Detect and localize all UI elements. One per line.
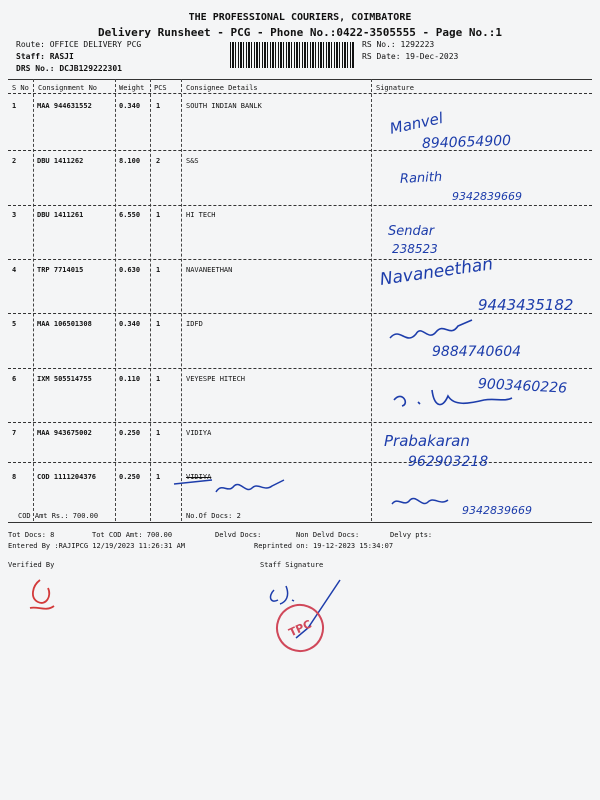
total-docs: Tot Docs: 8 (8, 531, 55, 539)
row-consignment: DBU 1411262 (37, 157, 84, 165)
col-divider (181, 79, 182, 521)
company-title: THE PROFESSIONAL COURIERS, COIMBATORE (188, 12, 412, 23)
staff-label: Staff: RASJI (16, 52, 74, 61)
row-sno: 5 (12, 320, 17, 328)
row-pcs: 1 (156, 102, 161, 110)
row-sno: 2 (12, 157, 17, 165)
drs-label: DRS No.: DCJB129222301 (16, 64, 122, 73)
row-consignment: COD 1111204376 (37, 473, 97, 481)
col-divider (150, 79, 151, 521)
row-weight: 0.340 (119, 320, 141, 328)
col-header-sno: S No (12, 84, 29, 92)
non-delivered-docs: Non Delvd Docs: (296, 531, 360, 539)
row-weight: 6.550 (119, 211, 141, 219)
col-header-weight: Weight (119, 84, 145, 92)
entered-by: Entered By :RAJIPCG 12/19/2023 11:26:31 AM (8, 542, 186, 550)
handwritten-phone: 9342839669 (452, 190, 522, 203)
row-consignment: MAA 943675002 (37, 429, 92, 437)
row-sno: 3 (12, 211, 17, 219)
row-rule (8, 422, 592, 423)
verified-by-label: Verified By (8, 561, 55, 569)
handwritten-phone: 9884740604 (432, 344, 522, 360)
col-header-pcs: PCS (154, 84, 167, 92)
col-divider (115, 79, 116, 521)
barcode (230, 42, 354, 68)
row-weight: 0.630 (119, 266, 141, 274)
row-consignee: IDFD (186, 320, 203, 328)
handwritten-name: Manvel (388, 108, 445, 138)
verified-signature (24, 576, 64, 616)
row-pcs: 1 (156, 320, 161, 328)
handwritten-phone: 9342839669 (462, 504, 532, 517)
row-rule (8, 259, 592, 260)
row-consignee: HI TECH (186, 211, 216, 219)
row-consignment: MAA 106501308 (37, 320, 92, 328)
row-pcs: 1 (156, 211, 161, 219)
row-consignee: SOUTH INDIAN BANLK (186, 102, 262, 110)
handwritten-phone: 238523 (392, 242, 438, 256)
row-consignment: TRP 7714015 (37, 266, 84, 274)
row-pcs: 1 (156, 375, 161, 383)
cod-amount: COD Amt Rs.: 700.00 (18, 512, 99, 520)
handwritten-phone: 9443435182 (478, 296, 574, 314)
row-sno: 7 (12, 429, 17, 437)
col-header-signature: Signature (376, 84, 414, 92)
row-consignee: VIDIYA (186, 429, 212, 437)
table-bottom-rule (8, 522, 592, 523)
row-pcs: 1 (156, 266, 161, 274)
handwritten-name: Ranith (399, 169, 443, 187)
row-pcs: 1 (156, 473, 161, 481)
handwritten-tamil-signature (388, 490, 458, 514)
row-rule (8, 150, 592, 151)
col-header-consignment: Consignment No (38, 84, 98, 92)
handwritten-name: Navaneethan (378, 254, 495, 290)
row-weight: 8.100 (119, 157, 141, 165)
delivered-docs: Delvd Docs: (215, 531, 262, 539)
row-consignee: VEYESPE HITECH (186, 375, 246, 383)
row-weight: 0.110 (119, 375, 141, 383)
table-header-rule (8, 93, 592, 94)
row-consignee: NAVANEETHAN (186, 266, 233, 274)
row-weight: 0.340 (119, 102, 141, 110)
handwritten-tamil-note (172, 472, 292, 504)
row-consignee: S&S (186, 157, 199, 165)
row-rule (8, 205, 592, 206)
col-header-consignee: Consignee Details (186, 84, 258, 92)
handwritten-name: Prabakaran (384, 432, 470, 450)
row-consignment: DBU 1411261 (37, 211, 84, 219)
row-pcs: 2 (156, 157, 161, 165)
rs-number: RS No.: 1292223 (362, 40, 435, 49)
row-weight: 0.250 (119, 473, 141, 481)
route-label: Route: OFFICE DELIVERY PCG (16, 40, 142, 49)
row-sno: 6 (12, 375, 17, 383)
number-of-docs: No.Of Docs: 2 (186, 512, 241, 520)
tpc-stamp: TPC (268, 596, 332, 660)
row-consignment: MAA 944631552 (37, 102, 92, 110)
handwritten-phone: 8940654900 (421, 132, 512, 152)
total-cod-amount: Tot COD Amt: 700.00 (92, 531, 173, 539)
handwritten-name: Sendar (388, 224, 435, 239)
row-consignment: IXM 505514755 (37, 375, 92, 383)
row-weight: 0.250 (119, 429, 141, 437)
col-divider (371, 79, 372, 521)
table-top-rule (8, 79, 592, 80)
runsheet-subtitle: Delivery Runsheet - PCG - Phone No.:0422-3505555 - Page No.:1 (98, 26, 502, 39)
row-sno: 1 (12, 102, 17, 110)
staff-signature-label: Staff Signature (260, 561, 324, 569)
rs-date: RS Date: 19-Dec-2023 (362, 52, 459, 61)
delivery-points: Delvy pts: (390, 531, 433, 539)
row-rule (8, 462, 592, 463)
reprinted-on: Reprinted on: 19-12-2023 15:34:07 (254, 542, 394, 550)
row-rule (8, 368, 592, 369)
handwritten-phone: 962903218 (408, 454, 489, 470)
col-divider (33, 79, 34, 521)
row-consignee: VIDIYA (186, 473, 212, 481)
row-sno: 4 (12, 266, 17, 274)
handwritten-phone: 9003460226 (477, 376, 568, 397)
row-sno: 8 (12, 473, 17, 481)
row-pcs: 1 (156, 429, 161, 437)
